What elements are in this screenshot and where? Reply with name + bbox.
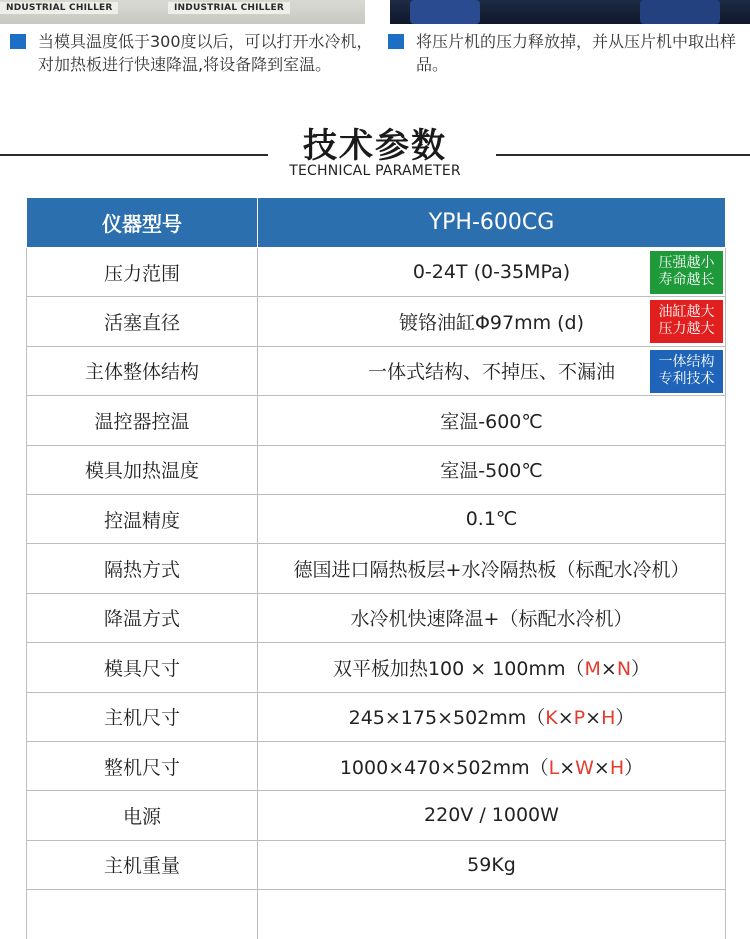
value-prefix: 双平板加热100 × 100mm（ — [332, 657, 585, 680]
value-suffix: ） — [615, 707, 635, 730]
caption-right-text: 将压片机的压力释放掉，并从压片机中取出样品。 — [416, 32, 737, 74]
caption-right — [388, 30, 738, 76]
param-value-cell — [258, 297, 726, 346]
badge-line: 一体结构 — [658, 353, 715, 370]
dim-separator: × — [585, 707, 602, 730]
param-value: 室温-600℃ — [258, 396, 726, 445]
empty-cell — [27, 890, 258, 939]
badge-line: 压力越大 — [658, 321, 715, 338]
param-name: 压力范围 — [27, 248, 258, 297]
param-name: 电源 — [27, 791, 258, 840]
dim-separator: × — [593, 756, 610, 779]
table-row-empty — [27, 890, 726, 939]
value-suffix: ） — [624, 756, 644, 779]
dim-letter: K — [545, 707, 558, 730]
value-suffix: ） — [631, 657, 651, 680]
section-title: 技术参数 — [303, 126, 447, 166]
param-value: 59Kg — [258, 840, 726, 889]
badge-line: 寿命越长 — [658, 272, 715, 288]
param-value: 0.1℃ — [258, 494, 726, 543]
caption-left — [10, 30, 375, 76]
dim-separator: × — [600, 657, 617, 680]
bullet-square-icon — [10, 34, 26, 49]
param-value: 一体式结构、不掉压、不漏油 — [367, 361, 615, 384]
dim-letter: P — [573, 707, 586, 730]
parameter-table — [26, 197, 726, 939]
feature-badge — [650, 350, 723, 393]
param-value: 室温-500℃ — [258, 445, 726, 494]
dim-separator: × — [559, 756, 576, 779]
table-row — [27, 346, 726, 395]
dim-letter: H — [601, 707, 616, 730]
badge-line: 专利技术 — [658, 370, 715, 387]
table-row — [27, 791, 726, 840]
dim-letter: M — [584, 657, 601, 680]
param-name: 活塞直径 — [27, 297, 258, 346]
bullet-square-icon — [388, 34, 404, 49]
caption-left-text: 当模具温度低于300度以后，可以打开水冷机，对加热板进行快速降温,将设备降到室温。 — [38, 32, 373, 74]
table-header-row — [27, 198, 726, 248]
param-value-cell — [258, 346, 726, 395]
param-value: 镀铬油缸Φ97mm (d) — [398, 312, 585, 335]
param-value: 水冷机快速降温+（标配水冷机） — [258, 593, 726, 642]
header-value-cell: YPH-600CG — [258, 198, 726, 248]
param-name: 模具尺寸 — [27, 643, 258, 692]
param-value-cell — [258, 248, 726, 297]
table-row — [27, 297, 726, 346]
table-row — [27, 840, 726, 889]
param-value: 220V / 1000W — [258, 791, 726, 840]
param-name: 模具加热温度 — [27, 445, 258, 494]
param-name: 主机重量 — [27, 840, 258, 889]
table-row — [27, 248, 726, 297]
press-photo-right — [390, 0, 750, 24]
value-prefix: 1000×470×502mm（ — [339, 756, 549, 779]
dim-letter: L — [548, 756, 560, 779]
param-value: 0-24T (0-35MPa) — [412, 261, 571, 284]
dim-letter: W — [575, 756, 594, 779]
header-name-cell: 仪器型号 — [27, 198, 258, 248]
param-name: 降温方式 — [27, 593, 258, 642]
param-value: 德国进口隔热板层+水冷隔热板（标配水冷机） — [258, 544, 726, 593]
value-prefix: 245×175×502mm（ — [348, 707, 546, 730]
param-value-cell — [258, 741, 726, 790]
dim-separator: × — [557, 707, 574, 730]
feature-badge — [650, 300, 723, 343]
param-value-cell — [258, 692, 726, 741]
badge-line: 油缸越大 — [658, 304, 715, 321]
section-subtitle: TECHNICAL PARAMETER — [289, 163, 461, 179]
param-name: 主机尺寸 — [27, 692, 258, 741]
table-row — [27, 593, 726, 642]
table-row — [27, 643, 726, 692]
chiller-label-1: NDUSTRIAL CHILLER — [0, 2, 118, 14]
feature-badge — [650, 251, 723, 294]
badge-line: 压强越小 — [658, 255, 715, 271]
table-row — [27, 494, 726, 543]
param-name: 控温精度 — [27, 494, 258, 543]
table-row — [27, 741, 726, 790]
param-name: 温控器控温 — [27, 396, 258, 445]
param-name: 整机尺寸 — [27, 741, 258, 790]
param-name: 隔热方式 — [27, 544, 258, 593]
param-value-cell — [258, 643, 726, 692]
table-row — [27, 692, 726, 741]
dim-letter: H — [609, 756, 625, 779]
table-row — [27, 396, 726, 445]
chiller-label-2: INDUSTRIAL CHILLER — [168, 2, 290, 14]
dim-letter: N — [616, 657, 632, 680]
table-row — [27, 544, 726, 593]
table-row — [27, 445, 726, 494]
chiller-photo-left — [0, 0, 365, 24]
empty-cell — [258, 890, 726, 939]
param-name: 主体整体结构 — [27, 346, 258, 395]
